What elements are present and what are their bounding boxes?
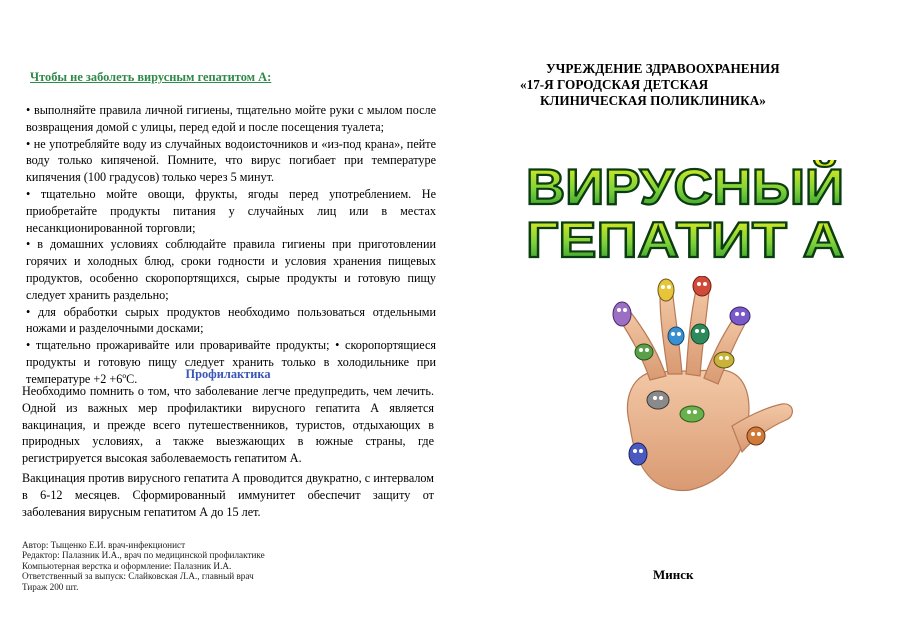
germ-icon [658,279,674,301]
rule-item: • для обработки сырых продуктов необходимо пользоваться отдельными ножами и разделочными досками; [26,304,436,336]
germ-icon [693,276,711,296]
brochure-title [505,160,865,264]
rule-item: • не употребляйте воду из случайных водоисточников и «из-под крана», пейте воду только кипяченой. Помните, что вирус погибает при температуре кипячения (100 градусов) только через 5 минут. [26,136,436,185]
prevention-section-title: Профилактика [185,367,271,381]
credits-block [22,540,434,592]
credit-line: Тираж 200 шт. [22,581,79,592]
rule-item: • тщательно прожаривайте или проваривайте продукты; • скоропортящиеся продукты и готовую пищу следует хранить только в холодильнике при температуре +2 +6ºС. [26,338,436,386]
germ-icon [635,344,653,360]
germ-icon [730,307,750,325]
city-name: Минск [653,567,694,582]
title-line-1: ВИРУСНЫЙ [526,160,819,215]
prevention-paragraph: Необходимо помнить о том, что заболевание легче предупредить, чем лечить. Одной из важных мер профилактики вирусного гепатита А является вакцинация, и прежде всего путешественников, туристов, отдыхающих в природных условиях, а также выезжающих в южные страны, где регистрируется высокая заболеваемость гепатитом А. [22,384,434,466]
germ-icon [629,443,647,465]
prevention-heading: Чтобы не заболеть вирусным гепатитом А: [30,70,272,84]
germ-icon [613,302,631,326]
germ-icon [647,391,669,409]
title-line-2: ГЕПАТИТ А [526,212,844,264]
germ-icon [668,327,684,345]
rule-item: • тщательно мойте овощи, фрукты, ягоды перед употреблением. Не приобретайте продукты питания у случайных лиц или в местах несанкционированной торговли; [26,186,436,235]
credit-line: Автор: Тыщенко Е.И. врач-инфекционист [22,540,186,550]
institution-line: КЛИНИЧЕСКАЯ ПОЛИКЛИНИКА» [540,93,766,109]
credit-line: Ответственный за выпуск: Слайковская Л.А., главный врач [22,571,254,582]
germ-icon [747,427,765,445]
title-wordart [505,160,865,264]
germ-icon [680,406,704,422]
institution-line: «17-Я ГОРОДСКАЯ ДЕТСКАЯ [520,77,709,93]
credit-line: Компьютерная верстка и оформление: Палазник И.А. [22,560,232,571]
credit-line: Редактор: Палазник И.А., врач по медицинской профилактике [22,550,265,561]
institution-line: УЧРЕЖДЕНИЕ ЗДРАВООХРАНЕНИЯ [546,61,780,76]
germ-icon [714,352,734,368]
hand-with-germs-illustration [572,276,808,498]
rule-item: • в домашних условиях соблюдайте правила гигиены при приготовлении горячих и холодных блюд, сроки годности и условия хранения пищевых продуктов, особенно скоропортящихся, сырые продукты и готовую пищу следует хранить раздельно; [26,237,436,302]
rule-item: • выполняйте правила личной гигиены, тщательно мойте руки с мылом после возвращения домой с улицы, перед едой и после посещения туалета; [26,103,436,134]
vaccination-paragraph: Вакцинация против вирусного гепатита А проводится двукратно, с интервалом в 6-12 месяцев. Сформированный иммунитет обеспечит защиту от заболевания вирусным гепатитом А до 15 лет. [22,471,434,519]
germ-icon [691,324,709,344]
hygiene-rules-list [26,102,436,388]
institution-name [520,61,850,110]
